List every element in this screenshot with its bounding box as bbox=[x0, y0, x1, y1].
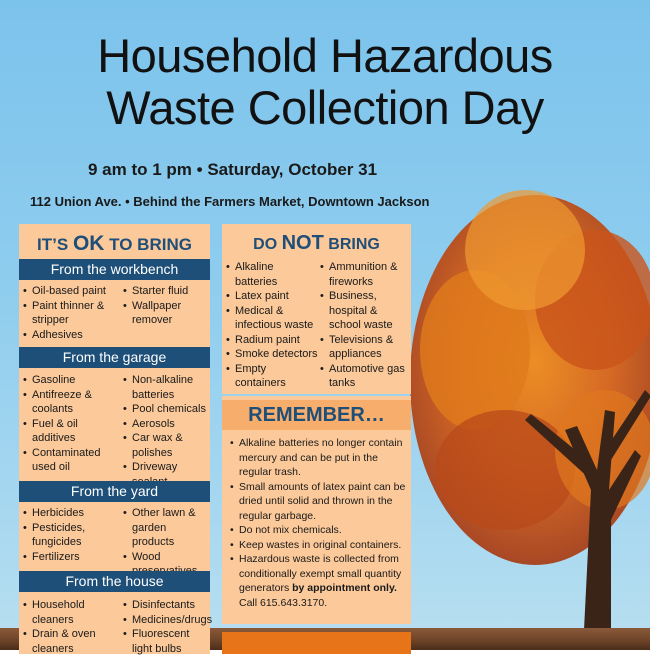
house-list-right bbox=[123, 598, 213, 656]
remember-list bbox=[230, 436, 406, 610]
list-item: • Driveway bbox=[123, 460, 209, 489]
list-item: • Radium paint bbox=[226, 333, 318, 348]
autumn-tree-illustration bbox=[405, 150, 650, 650]
orange-banner-strip bbox=[222, 632, 411, 654]
section-header-house: From the house bbox=[19, 571, 210, 592]
list-item: • Contaminated used oil bbox=[23, 446, 121, 475]
ok-to-bring-heading: IT’S OK TO BRING bbox=[37, 232, 192, 255]
workbench-list-left bbox=[23, 284, 121, 342]
list-item: • Smoke detectors bbox=[226, 347, 318, 362]
list-item: • Antifreeze & coolants bbox=[23, 388, 121, 417]
list-item: • Wallpaper remover bbox=[123, 299, 209, 328]
garage-list-left bbox=[23, 373, 121, 475]
yard-list-left bbox=[23, 506, 121, 564]
list-item: • Herbicides bbox=[23, 506, 121, 521]
list-item: • Alkaline batteries bbox=[226, 260, 318, 289]
list-item: • Non-alkaline batteries bbox=[123, 373, 209, 402]
list-item: • Medicines/drugs bbox=[123, 613, 209, 628]
page-title: Household Hazardous Waste Collection Day bbox=[97, 29, 553, 134]
remember-heading: REMEMBER… bbox=[222, 400, 411, 430]
list-item: • Aerosols bbox=[123, 417, 209, 432]
list-item: • Adhesives bbox=[23, 328, 121, 343]
yard-list-right bbox=[123, 506, 209, 579]
list-item: • Fluorescent light bulbs bbox=[123, 627, 209, 656]
list-item: • Car wax & polishes bbox=[123, 431, 209, 460]
list-item: • Starter fluid bbox=[123, 284, 209, 299]
section-header-garage: From the garage bbox=[19, 347, 210, 368]
remember-panel bbox=[222, 396, 411, 624]
list-item: • Alkaline batteries no longer contain mercury and can be put in the regular trash. bbox=[230, 436, 406, 480]
list-item: • Do not mix chemicals. bbox=[230, 523, 406, 538]
list-item: • Disinfectants bbox=[123, 598, 209, 613]
list-item: • Fuel & oil additives bbox=[23, 417, 121, 446]
list-item: • Oil-based paint bbox=[23, 284, 121, 299]
do-not-bring-panel bbox=[222, 224, 411, 394]
list-item: • Pool chemicals bbox=[123, 402, 209, 417]
do-not-bring-list-left bbox=[226, 260, 318, 391]
list-item: • Fertilizers bbox=[23, 550, 121, 565]
ok-to-bring-panel bbox=[19, 224, 213, 655]
list-item: • Wood bbox=[123, 550, 209, 579]
list-item: • Drain & oven cleaners bbox=[23, 627, 121, 656]
list-item: • Other lawn & garden products bbox=[123, 506, 209, 550]
list-item: • Business, hospital & school waste bbox=[320, 289, 408, 333]
list-item: • Automotive gas tanks bbox=[320, 362, 408, 391]
list-item: • Gasoline bbox=[23, 373, 121, 388]
event-time: 9 am to 1 pm • Saturday, October 31 bbox=[88, 160, 378, 179]
list-item: • Pesticides, fungicides bbox=[23, 521, 121, 550]
garage-list-right bbox=[123, 373, 209, 489]
section-header-yard: From the yard bbox=[19, 481, 210, 502]
list-item: • Household cleaners bbox=[23, 598, 121, 627]
list-item: • Televisions & appliances bbox=[320, 333, 408, 362]
list-item: • Keep wastes in original containers. bbox=[230, 538, 406, 553]
list-item: • Medical & infectious waste bbox=[226, 304, 318, 333]
do-not-bring-heading: DO NOT BRING bbox=[253, 232, 380, 254]
list-item: • Small amounts of latex paint can be dried until solid and thrown in the regular garbage. bbox=[230, 480, 406, 524]
list-item: • Hazardous waste is collected from conditionally exempt small quantity generators by appointment only. Call 615.643.3170. bbox=[230, 552, 406, 610]
section-header-workbench: From the workbench bbox=[19, 259, 210, 280]
workbench-list-right bbox=[123, 284, 209, 328]
list-item: • Latex paint bbox=[226, 289, 318, 304]
do-not-bring-list-right bbox=[320, 260, 408, 391]
list-item: • Paint thinner & stripper bbox=[23, 299, 121, 328]
list-item: • Empty containers bbox=[226, 362, 318, 391]
list-item: • Ammunition & fireworks bbox=[320, 260, 408, 289]
house-list-left bbox=[23, 598, 121, 656]
event-address: 112 Union Ave. • Behind the Farmers Market, Downtown Jackson bbox=[30, 194, 430, 209]
